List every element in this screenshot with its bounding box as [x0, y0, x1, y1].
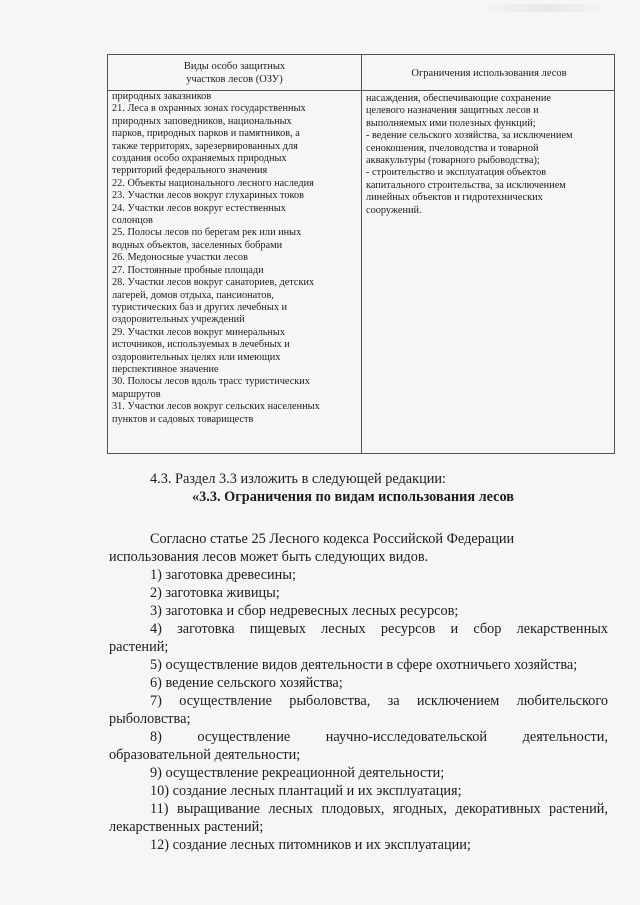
ozu-line: солонцов [112, 215, 153, 227]
list-item: 12) создание лесных питомников и их эксплуатации; [150, 837, 471, 853]
ozu-restrictions-table [107, 54, 615, 454]
ozu-line: маршрутов [112, 388, 161, 400]
table-header-right: Ограничения использования лесов [411, 68, 567, 79]
paragraph-line: Согласно статье 25 Лесного кодекса Российской Федерации [150, 531, 515, 547]
table-header-left [108, 60, 361, 86]
ozu-line: парков, природных парков и памятников, а [112, 128, 300, 140]
restriction-line: аквакультуры (товарного рыбоводства); [366, 155, 540, 167]
restriction-line: - ведение сельского хозяйства, за исключением [366, 130, 573, 142]
list-item: 4) заготовка пищевых лесных ресурсов и сбор лекарственных [150, 621, 608, 637]
ozu-line: 25. Полосы лесов по берегам рек или иных [112, 227, 302, 239]
list-item: 7) осуществление рыболовства, за исключением любительского [150, 693, 608, 709]
ozu-line: 30. Полосы лесов вдоль трасс туристических [112, 376, 310, 388]
ozu-line: лагерей, домов отдыха, пансионатов, [112, 289, 274, 301]
list-item: 8) осуществление научно-исследовательской деятельности, [150, 729, 608, 745]
ozu-line: территорий федерального значения [112, 165, 268, 177]
ozu-line: 31. Участки лесов вокруг сельских населенных [112, 401, 320, 413]
list-item: 5) осуществление видов деятельности в сфере охотничьего хозяйства; [150, 657, 578, 673]
ozu-line: туристических баз и других лечебных и [112, 301, 288, 313]
ozu-line: 27. Постоянные пробные площади [112, 264, 264, 276]
header-left-line: Виды особо защитных [183, 61, 286, 72]
list-item: 1) заготовка древесины; [150, 567, 296, 583]
restriction-line: сенокошения, пчеловодства и товарной [366, 142, 539, 154]
list-item: 10) создание лесных плантаций и их эксплуатация; [150, 783, 462, 799]
ozu-line: водных объектов, заселенных бобрами [112, 239, 283, 251]
ozu-line: создания особо охраняемых природных [112, 153, 287, 165]
ozu-line: 22. Объекты национального лесного наследия [112, 177, 314, 189]
list-item-continuation: растений; [109, 639, 169, 655]
restriction-line: выполняемых ими полезных функций; [366, 117, 536, 129]
ozu-line: природных заповедников, национальных [112, 115, 292, 127]
list-item: 2) заготовка живицы; [150, 585, 280, 601]
list-item-continuation: рыболовства; [109, 711, 191, 727]
ozu-line: источников, используемых в лечебных и [112, 339, 290, 351]
ozu-line: 28. Участки лесов вокруг санаториев, детских [112, 277, 315, 289]
list-item: 3) заготовка и сбор недревесных лесных ресурсов; [150, 603, 459, 619]
table-cell-ozu-types [112, 91, 358, 426]
restriction-line: сооружений. [366, 204, 422, 216]
list-item-continuation: лекарственных растений; [109, 819, 264, 835]
list-item: 6) ведение сельского хозяйства; [150, 675, 343, 691]
ozu-line: 29. Участки лесов вокруг минеральных [112, 326, 285, 338]
table-cell-restrictions [366, 93, 612, 217]
section-intro: 4.3. Раздел 3.3 изложить в следующей редакции: [150, 471, 447, 487]
ozu-line: оздоровительных учреждений [112, 314, 245, 326]
paragraph-line: использования лесов может быть следующих видов. [109, 549, 429, 565]
ozu-line: 24. Участки лесов вокруг естественных [112, 202, 286, 214]
restriction-line: целевого назначения защитных лесов и [366, 105, 539, 117]
table-header-row [108, 55, 614, 91]
list-item-continuation: образовательной деятельности; [109, 747, 301, 763]
restriction-line: насаждения, обеспечивающие сохранение [366, 93, 551, 104]
restriction-line: линейных объектов и гидротехнических [366, 192, 543, 204]
restriction-line: капитального строительства, за исключением [366, 179, 566, 191]
list-item: 11) выращивание лесных плодовых, ягодных, декоративных растений, [150, 801, 608, 817]
ozu-line: природных заказников [112, 91, 212, 102]
restriction-line: - строительство и эксплуатация объектов [366, 167, 547, 179]
ozu-line: оздоровительных целях или имеющих [112, 351, 281, 363]
ozu-line: 21. Леса в охранных зонах государственных [112, 103, 306, 115]
ozu-line: 26. Медоносные участки лесов [112, 252, 248, 264]
table-column-divider [361, 55, 362, 453]
header-left-line: участков лесов (ОЗУ) [186, 74, 283, 85]
section-heading: «3.3. Ограничения по видам использования лесов [192, 489, 515, 505]
ozu-line: также территорях, зарезервированных для [112, 140, 298, 152]
ozu-line: перспективное значение [112, 363, 219, 375]
ozu-line: 23. Участки лесов вокруг глухариных токов [112, 190, 305, 202]
ozu-line: пунктов и садовых товариществ [112, 413, 254, 425]
list-item: 9) осуществление рекреационной деятельности; [150, 765, 445, 781]
scan-artifact [480, 4, 610, 12]
